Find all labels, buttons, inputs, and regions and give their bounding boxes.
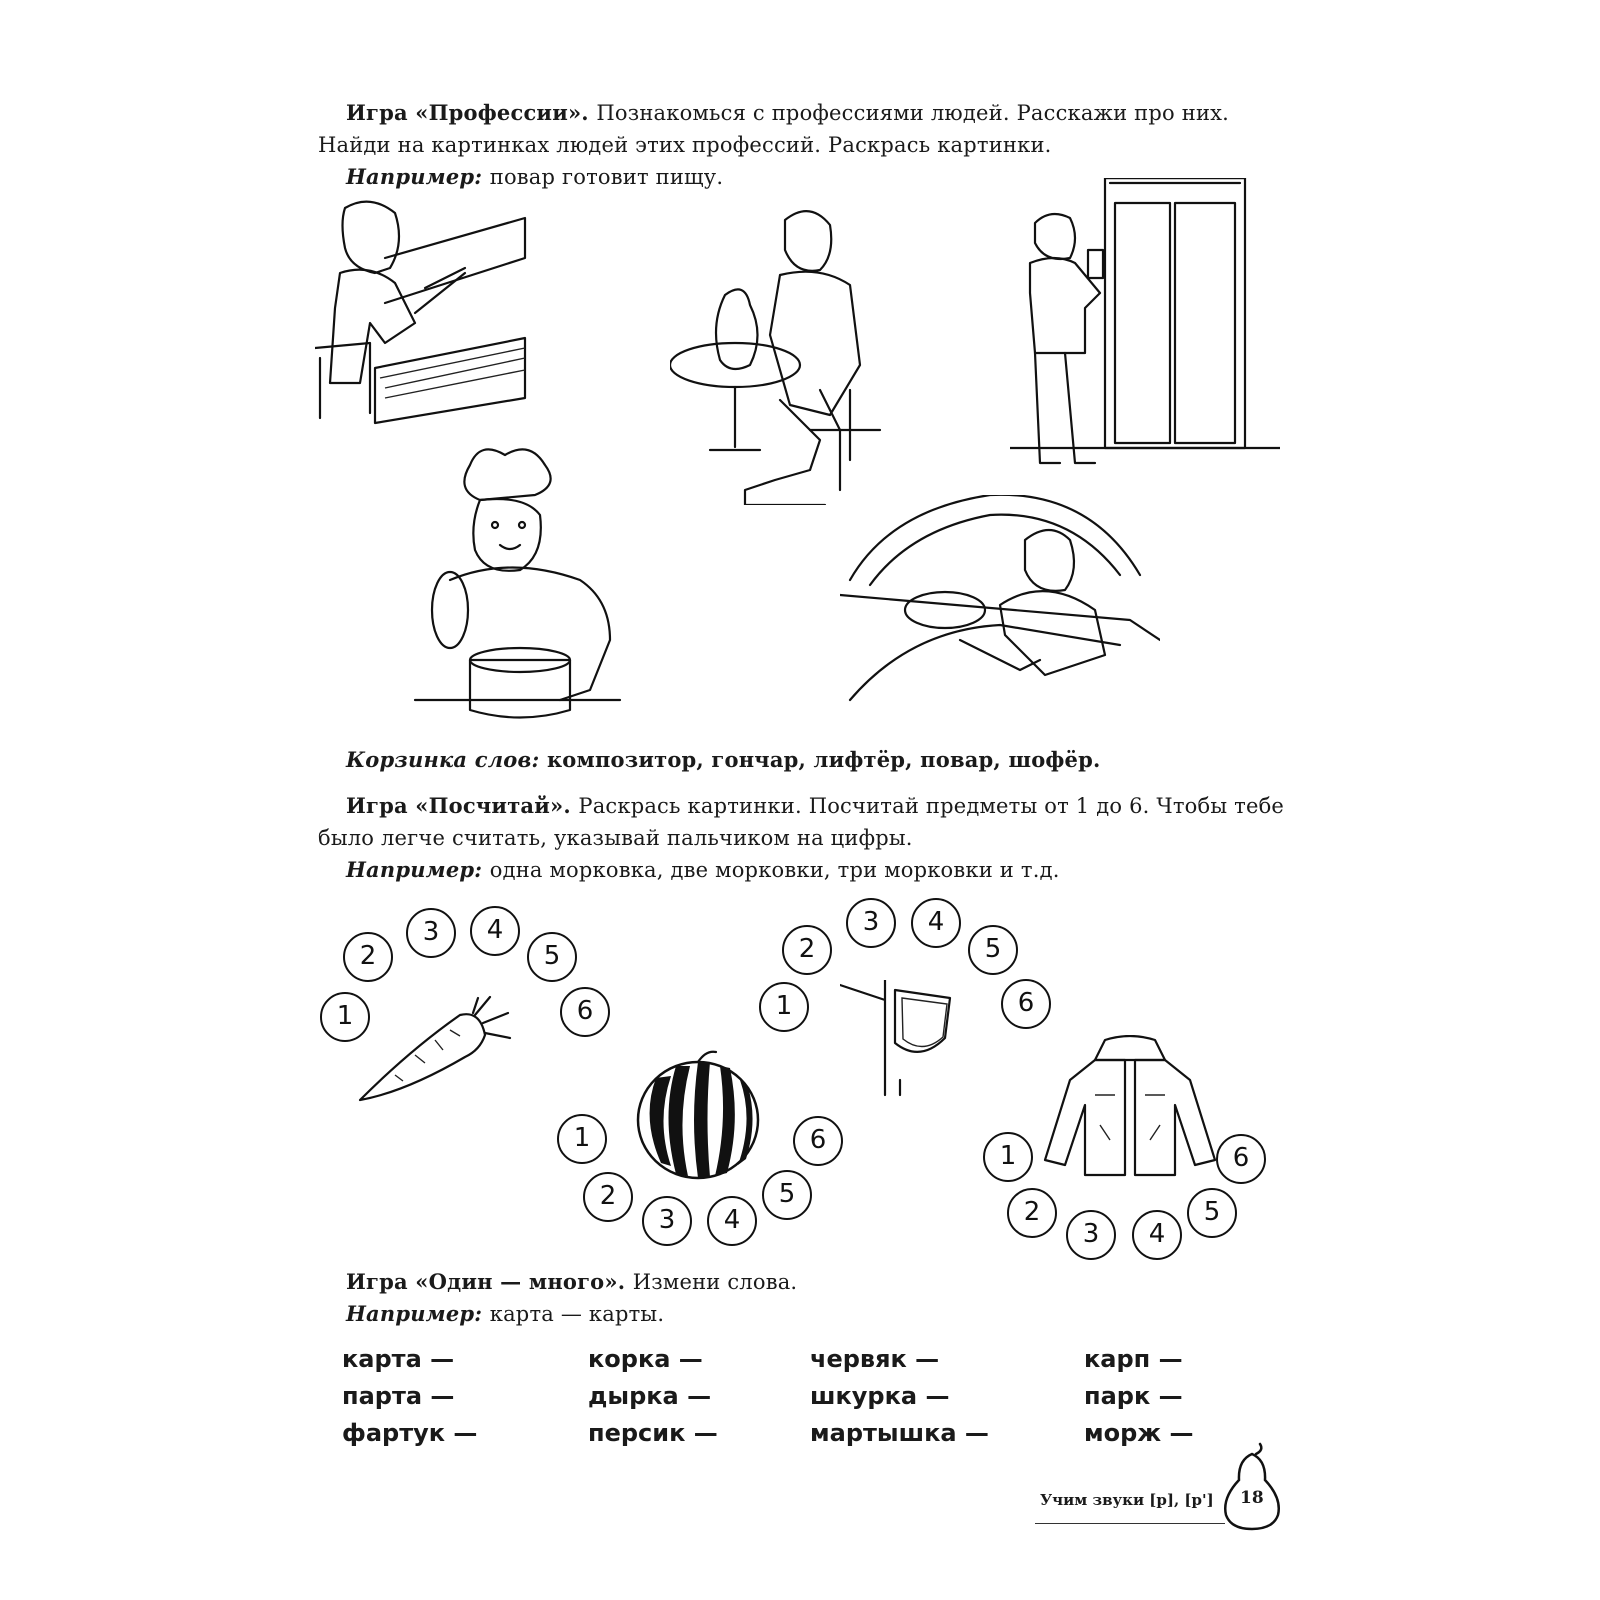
section2-text: Раскрась картинки. Посчитай предметы от 1 до 6. Чтобы тебе было легче считать, указывай пальчиком на цифры. bbox=[318, 794, 1285, 850]
carrot-number-4[interactable]: 4 bbox=[470, 906, 520, 956]
jacket-illustration bbox=[1040, 1035, 1220, 1180]
pear-icon bbox=[1222, 1440, 1284, 1532]
pocket-illustration bbox=[840, 980, 960, 1100]
jacket-number-2[interactable]: 2 bbox=[1007, 1188, 1057, 1238]
carrot-number-2[interactable]: 2 bbox=[343, 932, 393, 982]
jacket-number-1[interactable]: 1 bbox=[983, 1132, 1033, 1182]
potter-illustration bbox=[670, 200, 895, 505]
word-persik: персик — bbox=[588, 1419, 718, 1447]
pocket-number-2[interactable]: 2 bbox=[782, 925, 832, 975]
section3-intro bbox=[318, 1266, 1308, 1330]
pocket-number-6[interactable]: 6 bbox=[1001, 979, 1051, 1029]
section3-text: Измени слова. bbox=[632, 1270, 798, 1294]
jacket-number-3[interactable]: 3 bbox=[1066, 1210, 1116, 1260]
word-karp: карп — bbox=[1084, 1345, 1183, 1373]
word-dyrka: дырка — bbox=[588, 1382, 712, 1410]
basket-words: композитор, гончар, лифтёр, повар, шофёр. bbox=[546, 747, 1101, 772]
carrot-number-5[interactable]: 5 bbox=[527, 932, 577, 982]
carrot-number-6[interactable]: 6 bbox=[560, 987, 610, 1037]
section1-example-text: повар готовит пищу. bbox=[489, 165, 724, 189]
word-karta: карта — bbox=[342, 1345, 455, 1373]
footer-rule bbox=[1035, 1523, 1225, 1524]
word-park: парк — bbox=[1084, 1382, 1183, 1410]
cook-illustration bbox=[410, 445, 625, 730]
section1-title: Игра «Профессии». bbox=[346, 100, 589, 125]
word-morzh: морж — bbox=[1084, 1419, 1194, 1447]
watermelon-number-3[interactable]: 3 bbox=[642, 1196, 692, 1246]
footer-caption: Учим звуки [р], [р'] bbox=[1040, 1491, 1214, 1509]
watermelon-number-6[interactable]: 6 bbox=[793, 1116, 843, 1166]
word-korka: корка — bbox=[588, 1345, 703, 1373]
section3-example-label: Например: bbox=[346, 1301, 483, 1326]
pocket-number-1[interactable]: 1 bbox=[759, 982, 809, 1032]
section2-intro bbox=[318, 790, 1308, 886]
pocket-number-3[interactable]: 3 bbox=[846, 898, 896, 948]
liftman-illustration bbox=[1010, 178, 1280, 473]
word-fartuk: фартук — bbox=[342, 1419, 478, 1447]
section2-example-text: одна морковка, две морковки, три морковки и т.д. bbox=[489, 858, 1060, 882]
word-martyshka: мартышка — bbox=[810, 1419, 989, 1447]
carrot-number-3[interactable]: 3 bbox=[406, 908, 456, 958]
basket-label: Корзинка слов: bbox=[346, 747, 540, 772]
jacket-number-5[interactable]: 5 bbox=[1187, 1188, 1237, 1238]
section3-example-text: карта — карты. bbox=[489, 1302, 665, 1326]
watermelon-number-4[interactable]: 4 bbox=[707, 1196, 757, 1246]
chauffeur-illustration bbox=[840, 495, 1160, 710]
watermelon-number-2[interactable]: 2 bbox=[583, 1172, 633, 1222]
section1-text: Познакомься с профессиями людей. Расскажи про них. Найди на картинках людей этих профессий. Раскрась картинки. bbox=[318, 101, 1230, 157]
word-parta: парта — bbox=[342, 1382, 455, 1410]
section3-title: Игра «Один — много». bbox=[346, 1269, 626, 1294]
section1-basket bbox=[318, 744, 1308, 775]
jacket-number-6[interactable]: 6 bbox=[1216, 1134, 1266, 1184]
word-shkurka: шкурка — bbox=[810, 1382, 950, 1410]
watermelon-number-1[interactable]: 1 bbox=[557, 1114, 607, 1164]
pocket-number-5[interactable]: 5 bbox=[968, 925, 1018, 975]
carrot-illustration bbox=[355, 995, 515, 1105]
composer-illustration bbox=[315, 198, 530, 428]
section1-example-label: Например: bbox=[346, 164, 483, 189]
carrot-number-1[interactable]: 1 bbox=[320, 992, 370, 1042]
section2-example-label: Например: bbox=[346, 857, 483, 882]
jacket-number-4[interactable]: 4 bbox=[1132, 1210, 1182, 1260]
pocket-number-4[interactable]: 4 bbox=[911, 898, 961, 948]
page-number: 18 bbox=[1240, 1488, 1264, 1508]
word-chervyak: червяк — bbox=[810, 1345, 940, 1373]
section2-title: Игра «Посчитай». bbox=[346, 793, 571, 818]
watermelon-number-5[interactable]: 5 bbox=[762, 1170, 812, 1220]
watermelon-illustration bbox=[636, 1048, 764, 1182]
